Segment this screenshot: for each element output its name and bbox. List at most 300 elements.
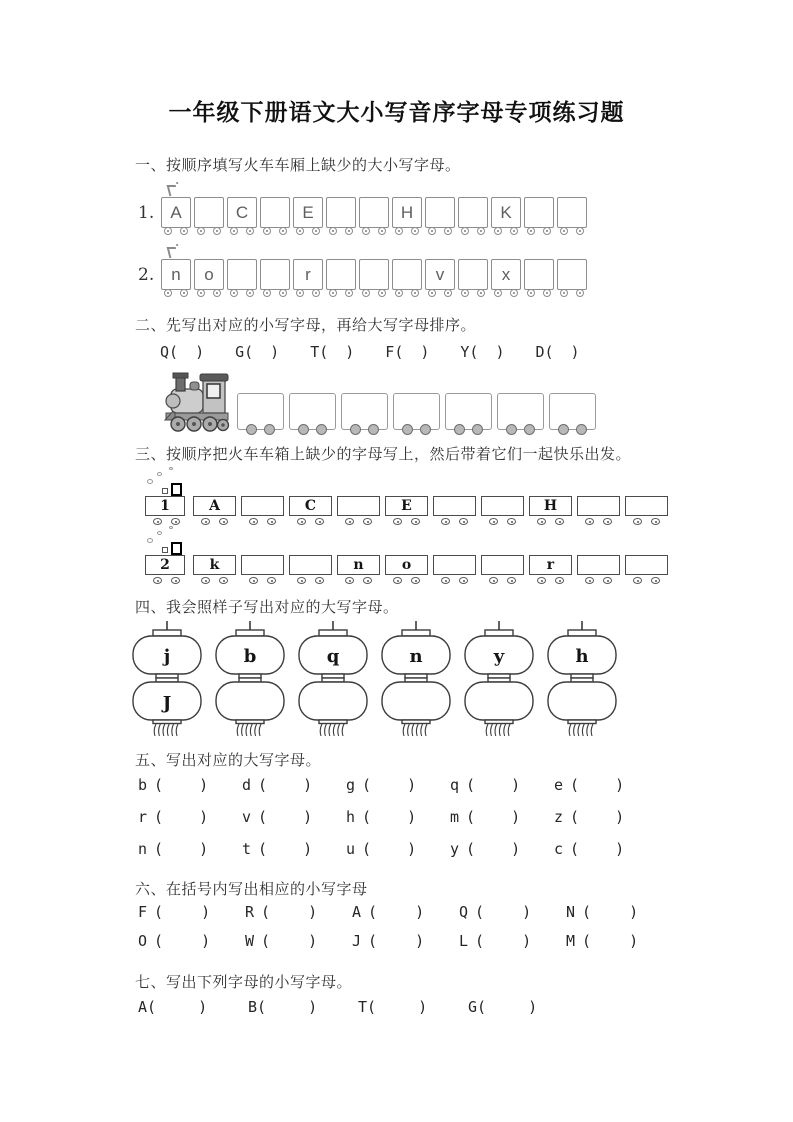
wheels	[498, 424, 543, 435]
paren-close: )	[270, 343, 280, 361]
wheels	[481, 577, 524, 584]
wheel-icon	[444, 227, 452, 235]
smoke-icon	[157, 531, 162, 535]
lantern-pair-y	[462, 621, 536, 739]
paren-close: )	[407, 776, 417, 794]
section-2-empty-cars	[237, 393, 596, 433]
wheel-icon	[461, 227, 469, 235]
paren-close: )	[511, 808, 521, 826]
wheels	[289, 577, 332, 584]
paren-close: )	[308, 998, 318, 1016]
wheels	[425, 289, 455, 297]
train-car-blank	[337, 496, 380, 525]
wheels	[227, 289, 257, 297]
section-2-train	[163, 369, 793, 433]
paren-open: (	[477, 998, 487, 1016]
letter-row	[138, 776, 793, 808]
letter-label: d	[242, 776, 252, 794]
car-letter: k	[193, 555, 236, 575]
paren-open: (	[261, 932, 271, 950]
wheels	[289, 518, 332, 525]
car-letter: A	[193, 496, 236, 516]
train-row-engine-1	[145, 496, 793, 525]
wheels	[392, 289, 422, 297]
paren-item-O	[138, 932, 245, 950]
lantern-top-letter: n	[409, 646, 423, 667]
wheels	[524, 289, 554, 297]
train-car	[194, 259, 224, 297]
train-car-blank	[241, 496, 284, 525]
wheels	[481, 518, 524, 525]
car-letter: r	[293, 259, 323, 290]
train-car-blank	[326, 197, 356, 235]
letter-row	[138, 932, 793, 961]
wheel-icon	[329, 289, 337, 297]
paren-item-T	[310, 343, 354, 361]
letter-label: A	[352, 903, 362, 921]
paren-close: )	[420, 343, 430, 361]
paren-item-q	[450, 776, 554, 794]
letter-label: J	[352, 932, 362, 950]
smoke-icon	[147, 479, 153, 484]
wheels	[145, 518, 188, 525]
train-car	[529, 496, 572, 525]
wheel-icon	[428, 289, 436, 297]
lantern-top-letter: b	[243, 646, 257, 667]
freight-car-blank	[237, 393, 284, 430]
paren-open: (	[570, 808, 580, 826]
wheel-icon	[363, 577, 372, 584]
wheel-icon	[560, 227, 568, 235]
wheel-icon	[489, 577, 498, 584]
paren-item-t	[242, 840, 346, 858]
train-car-blank	[481, 496, 524, 525]
paren-close: )	[522, 932, 532, 950]
paren-item-g	[346, 776, 450, 794]
letter-row	[138, 903, 793, 932]
wheels	[238, 424, 283, 435]
letter-label: F	[385, 343, 395, 361]
wheel-icon	[312, 289, 320, 297]
wheel-icon	[378, 227, 386, 235]
freight-car-blank	[289, 393, 336, 430]
letter-label: G	[235, 343, 245, 361]
letter-label: O	[138, 932, 148, 950]
paren-close: )	[201, 932, 211, 950]
wheel-icon	[249, 518, 258, 525]
paren-close: )	[199, 776, 209, 794]
paren-open: (	[367, 998, 377, 1016]
paren-open: (	[169, 343, 179, 361]
wheel-icon	[153, 577, 162, 584]
paren-item-R	[245, 903, 352, 921]
wheels	[326, 289, 356, 297]
train-car-blank	[241, 555, 284, 584]
paren-close: )	[308, 932, 318, 950]
smoke-icon	[147, 538, 153, 543]
wheel-icon	[585, 518, 594, 525]
train-row-label: 1.	[138, 203, 155, 223]
train-engine	[145, 555, 188, 584]
paren-close: )	[511, 776, 521, 794]
train-car	[227, 197, 257, 235]
paren-item-c	[554, 840, 658, 858]
car-answer-slot	[577, 496, 620, 516]
wheel-icon	[264, 424, 275, 435]
paren-open: (	[475, 932, 485, 950]
wheel-icon	[454, 424, 465, 435]
paren-item-T	[358, 998, 468, 1016]
wheel-icon	[477, 289, 485, 297]
paren-close: )	[303, 840, 313, 858]
train-car	[289, 496, 332, 525]
wheel-icon	[543, 289, 551, 297]
wheel-icon	[267, 518, 276, 525]
wheels	[557, 227, 587, 235]
wheel-icon	[537, 577, 546, 584]
letter-label: t	[242, 840, 252, 858]
wheel-icon	[298, 424, 309, 435]
paren-item-h	[346, 808, 450, 826]
wheels	[193, 518, 236, 525]
paren-open: (	[368, 932, 378, 950]
paren-close: )	[308, 903, 318, 921]
train-row-label: 2.	[138, 265, 155, 285]
wheel-icon	[555, 577, 564, 584]
paren-item-r	[138, 808, 242, 826]
section-3-trains	[145, 496, 793, 584]
train-car	[337, 555, 380, 584]
car-answer-slot	[524, 197, 554, 228]
paren-close: )	[345, 343, 355, 361]
lantern-top-letter: j	[163, 646, 171, 667]
wheel-icon	[651, 518, 660, 525]
smoke-icon	[169, 467, 173, 470]
paren-close: )	[528, 998, 538, 1016]
paren-item-y	[450, 840, 554, 858]
wheels	[458, 227, 488, 235]
wheel-icon	[316, 424, 327, 435]
wheels	[337, 518, 380, 525]
wheels	[425, 227, 455, 235]
paren-open: (	[258, 776, 268, 794]
train-car-blank	[458, 259, 488, 297]
engine-number: 2	[145, 555, 185, 575]
paren-close: )	[415, 932, 425, 950]
wheels	[625, 518, 668, 525]
train-car	[293, 197, 323, 235]
paren-close: )	[418, 998, 428, 1016]
wheel-icon	[315, 577, 324, 584]
paren-close: )	[199, 808, 209, 826]
paren-close: )	[495, 343, 505, 361]
letter-label: c	[554, 840, 564, 858]
wheel-icon	[345, 577, 354, 584]
wheels	[260, 227, 290, 235]
wheel-icon	[213, 289, 221, 297]
train-car-blank	[433, 555, 476, 584]
wheel-icon	[576, 424, 587, 435]
wheel-icon	[249, 577, 258, 584]
wheel-icon	[315, 518, 324, 525]
wheel-icon	[246, 227, 254, 235]
paren-close: )	[629, 932, 639, 950]
wheel-icon	[459, 577, 468, 584]
paren-open: (	[319, 343, 329, 361]
paren-close: )	[201, 903, 211, 921]
paren-item-F	[385, 343, 429, 361]
wheel-icon	[201, 577, 210, 584]
paren-item-e	[554, 776, 658, 794]
section-6-grid	[138, 903, 793, 961]
paren-item-m	[450, 808, 554, 826]
paren-open: (	[570, 840, 580, 858]
wheel-icon	[585, 577, 594, 584]
wheels	[227, 227, 257, 235]
wheel-icon	[633, 577, 642, 584]
wheel-icon	[494, 289, 502, 297]
chimney-icon	[171, 483, 182, 496]
car-answer-slot	[326, 197, 356, 228]
train-car-blank	[359, 259, 389, 297]
wheels	[293, 227, 323, 235]
train-car	[385, 496, 428, 525]
paren-open: (	[258, 808, 268, 826]
section-7-heading: 七、写出下列字母的小写字母。	[135, 973, 353, 991]
paren-open: (	[261, 903, 271, 921]
wheel-icon	[558, 424, 569, 435]
paren-item-A	[352, 903, 459, 921]
car-answer-slot	[577, 555, 620, 575]
section-5-grid	[138, 776, 793, 872]
paren-close: )	[615, 808, 625, 826]
train-car-blank	[524, 259, 554, 297]
chimney-icon	[171, 542, 182, 555]
wheels	[194, 289, 224, 297]
train-car-blank	[557, 259, 587, 297]
wheel-icon	[267, 577, 276, 584]
car-answer-slot	[194, 197, 224, 228]
paren-item-B	[248, 998, 358, 1016]
wheel-icon	[197, 289, 205, 297]
wheel-icon	[279, 227, 287, 235]
section-5-heading: 五、写出对应的大写字母。	[135, 751, 322, 769]
paren-close: )	[615, 840, 625, 858]
paren-open: (	[362, 808, 372, 826]
wheel-icon	[411, 518, 420, 525]
letter-label: T	[358, 998, 368, 1016]
section-7-grid	[138, 998, 793, 1026]
wheels	[392, 227, 422, 235]
wheels	[260, 289, 290, 297]
wheel-icon	[524, 424, 535, 435]
paren-open: (	[475, 903, 485, 921]
train-car-blank	[577, 555, 620, 584]
letter-label: b	[138, 776, 148, 794]
wheel-icon	[213, 227, 221, 235]
train-car-blank	[458, 197, 488, 235]
letter-label: D	[535, 343, 545, 361]
wheels	[529, 577, 572, 584]
lantern-pair-h	[545, 621, 619, 739]
train-car-blank	[260, 259, 290, 297]
locomotive-illustration	[163, 369, 235, 433]
car-letter: o	[194, 259, 224, 290]
paren-open: (	[154, 840, 164, 858]
paren-close: )	[407, 840, 417, 858]
letter-label: Y	[460, 343, 470, 361]
lantern-pair-q	[296, 621, 370, 739]
train-car	[193, 496, 236, 525]
wheels	[557, 289, 587, 297]
section-4-heading: 四、我会照样子写出对应的大写字母。	[135, 598, 399, 616]
section-1-trains	[138, 197, 793, 297]
wheels	[161, 227, 191, 235]
wheel-icon	[537, 518, 546, 525]
wheel-icon	[444, 289, 452, 297]
paren-close: )	[511, 840, 521, 858]
car-answer-slot	[227, 259, 257, 290]
car-letter: C	[289, 496, 332, 516]
page-title: 一年级下册语文大小写音序字母专项练习题	[168, 100, 625, 126]
paren-close: )	[629, 903, 639, 921]
wheel-icon	[362, 227, 370, 235]
section-4-lanterns	[130, 621, 793, 739]
car-letter: E	[293, 197, 323, 228]
wheel-icon	[411, 289, 419, 297]
car-answer-slot	[241, 496, 284, 516]
wheel-icon	[510, 227, 518, 235]
car-answer-slot	[337, 496, 380, 516]
train-car-blank	[481, 555, 524, 584]
car-answer-slot	[392, 259, 422, 290]
wheels	[550, 424, 595, 435]
car-answer-slot	[260, 197, 290, 228]
letter-label: T	[310, 343, 320, 361]
wheel-icon	[395, 227, 403, 235]
wheels	[529, 518, 572, 525]
wheel-icon	[263, 289, 271, 297]
letter-label: e	[554, 776, 564, 794]
paren-open: (	[544, 343, 554, 361]
wheel-icon	[180, 227, 188, 235]
wheel-icon	[428, 227, 436, 235]
wheel-icon	[555, 518, 564, 525]
wheel-icon	[279, 289, 287, 297]
letter-label: F	[138, 903, 148, 921]
train-car-blank	[625, 555, 668, 584]
paren-open: (	[466, 776, 476, 794]
letter-label: y	[450, 840, 460, 858]
wheel-icon	[393, 577, 402, 584]
train-row-1	[138, 197, 793, 235]
wheels	[359, 289, 389, 297]
car-answer-slot	[326, 259, 356, 290]
train-car-blank	[625, 496, 668, 525]
wheel-icon	[378, 289, 386, 297]
letter-label: r	[138, 808, 148, 826]
train-car-blank	[577, 496, 620, 525]
lantern-pair-j	[130, 621, 204, 739]
train-car	[491, 197, 521, 235]
lantern-pair-b	[213, 621, 287, 739]
wheel-icon	[494, 227, 502, 235]
wheels	[161, 289, 191, 297]
wheel-icon	[297, 577, 306, 584]
wheel-icon	[651, 577, 660, 584]
wheel-icon	[603, 518, 612, 525]
smoke-icon	[157, 472, 162, 476]
wheel-icon	[153, 518, 162, 525]
wheel-icon	[345, 289, 353, 297]
paren-open: (	[154, 932, 164, 950]
car-letter: H	[392, 197, 422, 228]
paren-open: (	[362, 840, 372, 858]
wheel-icon	[506, 424, 517, 435]
letter-label: N	[566, 903, 576, 921]
car-letter: v	[425, 259, 455, 290]
letter-label: g	[346, 776, 356, 794]
train-car	[293, 259, 323, 297]
wheels	[241, 518, 284, 525]
wheels	[433, 577, 476, 584]
car-letter: E	[385, 496, 428, 516]
wheel-icon	[180, 289, 188, 297]
car-answer-slot	[524, 259, 554, 290]
wheel-icon	[411, 577, 420, 584]
car-letter: n	[337, 555, 380, 575]
wheel-icon	[171, 518, 180, 525]
letter-label: Q	[160, 343, 170, 361]
letter-label: v	[242, 808, 252, 826]
paren-close: )	[522, 903, 532, 921]
train-car	[491, 259, 521, 297]
wheels	[342, 424, 387, 435]
car-letter: n	[161, 259, 191, 290]
paren-item-L	[459, 932, 566, 950]
wheel-icon	[510, 289, 518, 297]
paren-item-Q	[160, 343, 204, 361]
letter-label: Q	[459, 903, 469, 921]
smoke-icon	[169, 526, 173, 529]
section-6-heading: 六、在括号内写出相应的小写字母	[135, 880, 368, 898]
wheels	[359, 227, 389, 235]
train-car	[161, 259, 191, 297]
paren-item-M	[566, 932, 673, 950]
car-answer-slot	[433, 555, 476, 575]
train-car	[425, 259, 455, 297]
wheel-icon	[219, 577, 228, 584]
section-1-heading: 一、按顺序填写火车车厢上缺少的大小写字母。	[135, 156, 461, 174]
paren-open: (	[368, 903, 378, 921]
engine-number: 1	[145, 496, 185, 516]
letter-label: R	[245, 903, 255, 921]
train-row-2	[138, 259, 793, 297]
paren-close: )	[198, 998, 208, 1016]
wheel-icon	[296, 289, 304, 297]
paren-open: (	[466, 808, 476, 826]
wheel-icon	[350, 424, 361, 435]
wheels	[577, 518, 620, 525]
letter-label: A	[138, 998, 148, 1016]
wheels	[433, 518, 476, 525]
paren-close: )	[303, 808, 313, 826]
wheel-icon	[393, 518, 402, 525]
train-engine	[145, 496, 188, 525]
car-answer-slot	[359, 197, 389, 228]
paren-item-Q	[459, 903, 566, 921]
wheel-icon	[363, 518, 372, 525]
